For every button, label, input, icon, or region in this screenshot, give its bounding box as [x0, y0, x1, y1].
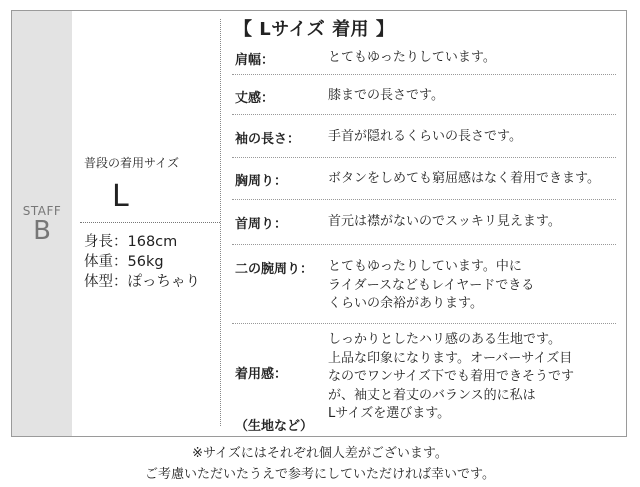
- fit-row-label: 肩幅：: [235, 53, 275, 68]
- usual-size-label: 普段の着用サイズ: [84, 156, 180, 170]
- staff-profile: [72, 11, 220, 436]
- staff-label: STAFF: [22, 204, 62, 218]
- fit-row-feel: [232, 323, 616, 433]
- size-review-card: [11, 10, 627, 437]
- staff-column: [12, 11, 72, 436]
- fit-row-text: [328, 331, 616, 424]
- body-type-stat: 体型：ぽっちゃり: [84, 274, 200, 290]
- staff-letter: B: [33, 216, 51, 246]
- fit-row-line: が、袖丈と着丈のバランス的に私は: [328, 387, 536, 403]
- fit-row-line: 膝までの長さです。: [328, 88, 444, 103]
- fit-row-label-main: 着用感：: [235, 367, 288, 382]
- fit-row-text: [328, 258, 616, 314]
- fit-row-text: [328, 213, 616, 232]
- fit-row-sublabel: （生地など）: [235, 419, 314, 434]
- weight-stat: 体重：56kg: [84, 254, 164, 270]
- fit-row-line: 上品な印象になります。オーバーサイズ目: [328, 350, 573, 366]
- fit-row-text: [328, 49, 616, 68]
- fit-row-sleeve: [232, 114, 616, 158]
- fit-row-chest: [232, 157, 616, 200]
- fit-title: 【 Lサイズ 着用 】: [234, 19, 395, 40]
- body-stats: [84, 232, 200, 292]
- fit-row-line: しっかりとしたハリ感のある生地です。: [328, 332, 561, 347]
- fit-row-line: とてもゆったりしています。中に: [328, 259, 522, 274]
- fit-row-line: Lサイズを選びます。: [328, 406, 451, 421]
- fit-row-line: 手首が隠れるくらいの長さです。: [328, 129, 522, 144]
- fit-row-text: [328, 170, 616, 189]
- fit-row-line: ライダースなどもレイヤードできる: [328, 277, 535, 293]
- disclaimer-line-2: ご考慮いただいたうえで参考にしていただければ幸いです。: [145, 467, 495, 482]
- fit-row-line: ボタンをしめても窮屈感はなく着用できます。: [328, 171, 600, 186]
- fit-row-label: 二の腕周り：: [235, 262, 314, 277]
- height-stat: 身長：168cm: [84, 234, 178, 250]
- fit-row-shoulder: [232, 41, 616, 75]
- fit-row-text: [328, 87, 616, 106]
- fit-row-upper-arm: [232, 244, 616, 324]
- fit-row-text: [328, 128, 616, 147]
- fit-row-line: くらいの余裕があります。: [328, 296, 483, 311]
- usual-size-value: L: [112, 179, 129, 214]
- fit-row-neck: [232, 199, 616, 245]
- fit-row-line: とてもゆったりしています。: [328, 50, 496, 65]
- fit-row-label: 袖の長さ：: [235, 132, 301, 147]
- fit-row-line: なのでワンサイズ下でも着用できそうです: [328, 369, 574, 384]
- fit-row-label: 丈感：: [235, 91, 275, 106]
- disclaimer-line-1: ※サイズにはそれぞれ個人差がございます。: [192, 446, 448, 461]
- profile-divider: [80, 222, 220, 223]
- column-divider: [220, 19, 221, 426]
- fit-row-label: 胸周り：: [235, 174, 288, 189]
- fit-row-label: 首周り：: [235, 217, 288, 232]
- fit-row-length: [232, 74, 616, 115]
- fit-row-line: 首元は襟がないのでスッキリ見えます。: [328, 214, 561, 229]
- disclaimer: [0, 443, 640, 485]
